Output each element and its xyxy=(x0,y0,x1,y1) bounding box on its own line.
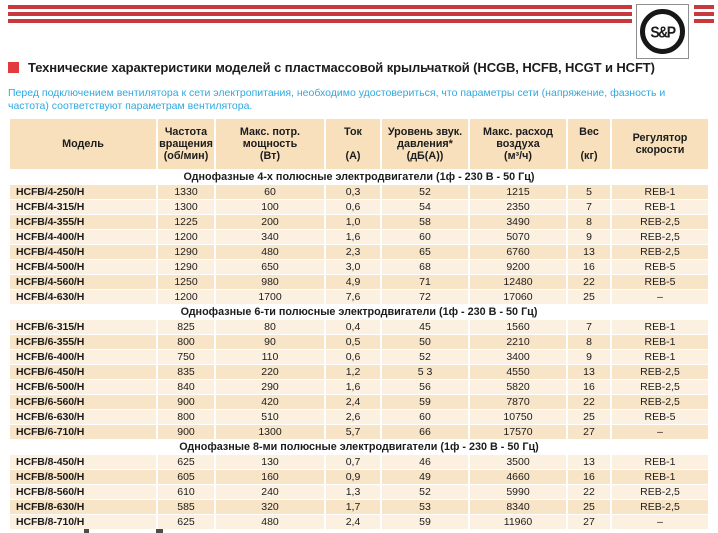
value-cell: 16 xyxy=(568,470,610,484)
value-cell: 59 xyxy=(382,515,468,529)
value-cell: 53 xyxy=(382,500,468,514)
value-cell: 1,7 xyxy=(326,500,380,514)
section-title: Однофазные 6-ти полюсные электродвигатели (1ф - 230 В - 50 Гц) xyxy=(10,305,708,319)
table-row xyxy=(10,380,708,394)
table-row xyxy=(10,230,708,244)
value-cell: 52 xyxy=(382,350,468,364)
value-cell: 58 xyxy=(382,215,468,229)
red-stripe xyxy=(8,12,632,16)
spec-table xyxy=(8,118,710,530)
value-cell: 5990 xyxy=(470,485,566,499)
model-cell: HCFB/6-355/H xyxy=(10,335,156,349)
value-cell: 1,6 xyxy=(326,380,380,394)
sp-logo-circle xyxy=(640,9,685,54)
column-header: Уровень звук. давления* (дБ(А)) xyxy=(382,119,468,169)
value-cell: 800 xyxy=(158,335,214,349)
value-cell: 100 xyxy=(216,200,324,214)
value-cell: 5 3 xyxy=(382,365,468,379)
model-cell: HCFB/6-710/H xyxy=(10,425,156,439)
value-cell: REB-5 xyxy=(612,275,708,289)
value-cell: 3400 xyxy=(470,350,566,364)
value-cell: 7,6 xyxy=(326,290,380,304)
model-cell: HCFB/8-630/H xyxy=(10,500,156,514)
value-cell: 1,2 xyxy=(326,365,380,379)
value-cell: REB-2,5 xyxy=(612,395,708,409)
value-cell: REB-1 xyxy=(612,455,708,469)
value-cell: 2,6 xyxy=(326,410,380,424)
model-cell: HCFB/4-560/H xyxy=(10,275,156,289)
value-cell: 2,4 xyxy=(326,515,380,529)
value-cell: 200 xyxy=(216,215,324,229)
value-cell: 22 xyxy=(568,275,610,289)
value-cell: 825 xyxy=(158,320,214,334)
table-row xyxy=(10,245,708,259)
model-cell: HCFB/8-500/H xyxy=(10,470,156,484)
value-cell: 13 xyxy=(568,365,610,379)
value-cell: 8 xyxy=(568,215,610,229)
column-header: Вес (кг) xyxy=(568,119,610,169)
value-cell: 320 xyxy=(216,500,324,514)
value-cell: 605 xyxy=(158,470,214,484)
section-heading xyxy=(8,60,714,75)
value-cell: 220 xyxy=(216,365,324,379)
value-cell: 16 xyxy=(568,380,610,394)
value-cell: 480 xyxy=(216,245,324,259)
value-cell: 1250 xyxy=(158,275,214,289)
value-cell: 12480 xyxy=(470,275,566,289)
value-cell: 5070 xyxy=(470,230,566,244)
value-cell: 10750 xyxy=(470,410,566,424)
value-cell: 5,7 xyxy=(326,425,380,439)
model-cell: HCFB/8-560/H xyxy=(10,485,156,499)
value-cell: REB-1 xyxy=(612,185,708,199)
model-cell: HCFB/4-355/H xyxy=(10,215,156,229)
value-cell: 585 xyxy=(158,500,214,514)
value-cell: 0,7 xyxy=(326,455,380,469)
table-row xyxy=(10,320,708,334)
value-cell: 52 xyxy=(382,185,468,199)
value-cell: 1290 xyxy=(158,245,214,259)
value-cell: 130 xyxy=(216,455,324,469)
value-cell: 1700 xyxy=(216,290,324,304)
brand-stripes-right xyxy=(694,5,714,26)
value-cell: 25 xyxy=(568,410,610,424)
value-cell: REB-2,5 xyxy=(612,485,708,499)
value-cell: 980 xyxy=(216,275,324,289)
table-row xyxy=(10,365,708,379)
value-cell: 650 xyxy=(216,260,324,274)
value-cell: – xyxy=(612,290,708,304)
value-cell: 900 xyxy=(158,425,214,439)
value-cell: 0,4 xyxy=(326,320,380,334)
value-cell: 750 xyxy=(158,350,214,364)
value-cell: 1290 xyxy=(158,260,214,274)
value-cell: 25 xyxy=(568,290,610,304)
section-title: Однофазные 4-х полюсные электродвигатели (1ф - 230 В - 50 Гц) xyxy=(10,170,708,184)
value-cell: 0,5 xyxy=(326,335,380,349)
table-row xyxy=(10,275,708,289)
value-cell: 72 xyxy=(382,290,468,304)
value-cell: REB-2,5 xyxy=(612,230,708,244)
model-cell: HCFB/6-400/H xyxy=(10,350,156,364)
value-cell: 46 xyxy=(382,455,468,469)
table-row xyxy=(10,515,708,529)
value-cell: 840 xyxy=(158,380,214,394)
page-title: Технические характеристики моделей с пластмассовой крыльчаткой (HCGB, HCFB, HCGT и HCFT) xyxy=(28,60,655,75)
value-cell: 7 xyxy=(568,200,610,214)
table-row xyxy=(10,410,708,424)
table-row xyxy=(10,215,708,229)
value-cell: 8 xyxy=(568,335,610,349)
value-cell: 11960 xyxy=(470,515,566,529)
value-cell: 900 xyxy=(158,395,214,409)
value-cell: 13 xyxy=(568,245,610,259)
value-cell: – xyxy=(612,425,708,439)
value-cell: – xyxy=(612,515,708,529)
value-cell: 110 xyxy=(216,350,324,364)
table-row xyxy=(10,290,708,304)
spec-table-head xyxy=(10,119,708,169)
value-cell: 90 xyxy=(216,335,324,349)
spec-table-body xyxy=(10,170,708,529)
model-cell: HCFB/8-450/H xyxy=(10,455,156,469)
value-cell: REB-1 xyxy=(612,335,708,349)
value-cell: 510 xyxy=(216,410,324,424)
value-cell: REB-1 xyxy=(612,470,708,484)
value-cell: 290 xyxy=(216,380,324,394)
value-cell: 17060 xyxy=(470,290,566,304)
model-cell: HCFB/6-560/H xyxy=(10,395,156,409)
value-cell: 0,6 xyxy=(326,350,380,364)
value-cell: 480 xyxy=(216,515,324,529)
table-row xyxy=(10,200,708,214)
cut-off-footnote-fragment xyxy=(156,529,163,533)
value-cell: 8340 xyxy=(470,500,566,514)
table-row xyxy=(10,395,708,409)
table-row xyxy=(10,185,708,199)
table-row xyxy=(10,335,708,349)
value-cell: 27 xyxy=(568,515,610,529)
value-cell: 52 xyxy=(382,485,468,499)
model-cell: HCFB/4-630/H xyxy=(10,290,156,304)
value-cell: 0,3 xyxy=(326,185,380,199)
value-cell: 2,3 xyxy=(326,245,380,259)
model-cell: HCFB/6-315/H xyxy=(10,320,156,334)
column-header: Ток (А) xyxy=(326,119,380,169)
value-cell: 2210 xyxy=(470,335,566,349)
table-row xyxy=(10,485,708,499)
value-cell: 1,6 xyxy=(326,230,380,244)
value-cell: 3490 xyxy=(470,215,566,229)
value-cell: 65 xyxy=(382,245,468,259)
value-cell: 2350 xyxy=(470,200,566,214)
value-cell: 4660 xyxy=(470,470,566,484)
column-header: Модель xyxy=(10,119,156,169)
cut-off-footnote-fragment xyxy=(84,529,89,533)
value-cell: 1,0 xyxy=(326,215,380,229)
red-stripe xyxy=(8,19,632,23)
sp-logo xyxy=(636,4,689,59)
value-cell: REB-5 xyxy=(612,410,708,424)
value-cell: 6760 xyxy=(470,245,566,259)
table-row xyxy=(10,455,708,469)
value-cell: REB-1 xyxy=(612,200,708,214)
value-cell: 68 xyxy=(382,260,468,274)
value-cell: 17570 xyxy=(470,425,566,439)
section-title: Однофазные 8-ми полюсные электродвигатели (1ф - 230 В - 50 Гц) xyxy=(10,440,708,454)
value-cell: 835 xyxy=(158,365,214,379)
table-row xyxy=(10,350,708,364)
model-cell: HCFB/6-500/H xyxy=(10,380,156,394)
value-cell: 610 xyxy=(158,485,214,499)
red-stripe xyxy=(694,19,714,23)
value-cell: 1215 xyxy=(470,185,566,199)
sp-logo-text: S&P xyxy=(650,22,675,41)
value-cell: 60 xyxy=(382,410,468,424)
value-cell: 1300 xyxy=(216,425,324,439)
value-cell: REB-5 xyxy=(612,260,708,274)
value-cell: 45 xyxy=(382,320,468,334)
section-header-row xyxy=(10,440,708,454)
value-cell: 49 xyxy=(382,470,468,484)
value-cell: 7 xyxy=(568,320,610,334)
value-cell: REB-2,5 xyxy=(612,365,708,379)
column-header: Макс. расход воздуха (м³/ч) xyxy=(470,119,566,169)
value-cell: 9 xyxy=(568,350,610,364)
model-cell: HCFB/6-450/H xyxy=(10,365,156,379)
value-cell: REB-1 xyxy=(612,350,708,364)
value-cell: 60 xyxy=(382,230,468,244)
value-cell: 9 xyxy=(568,230,610,244)
section-header-row xyxy=(10,170,708,184)
value-cell: 1560 xyxy=(470,320,566,334)
red-stripe xyxy=(8,5,632,9)
model-cell: HCFB/4-400/H xyxy=(10,230,156,244)
value-cell: 1200 xyxy=(158,230,214,244)
value-cell: REB-2,5 xyxy=(612,380,708,394)
value-cell: 240 xyxy=(216,485,324,499)
model-cell: HCFB/4-500/H xyxy=(10,260,156,274)
value-cell: 22 xyxy=(568,395,610,409)
table-row xyxy=(10,425,708,439)
intro-note: Перед подключением вентилятора к сети электропитания, необходимо удостовериться, что параметры сети (напряжение, фазность и частота) соответствуют параметрам вентилятора. xyxy=(8,87,666,112)
table-row xyxy=(10,500,708,514)
value-cell: 625 xyxy=(158,515,214,529)
value-cell: 9200 xyxy=(470,260,566,274)
value-cell: 4,9 xyxy=(326,275,380,289)
value-cell: 2,4 xyxy=(326,395,380,409)
value-cell: 22 xyxy=(568,485,610,499)
value-cell: 1200 xyxy=(158,290,214,304)
value-cell: 5820 xyxy=(470,380,566,394)
value-cell: 54 xyxy=(382,200,468,214)
column-header: Регулятор скорости xyxy=(612,119,708,169)
red-stripe xyxy=(694,5,714,9)
model-cell: HCFB/8-710/H xyxy=(10,515,156,529)
value-cell: 160 xyxy=(216,470,324,484)
value-cell: 60 xyxy=(216,185,324,199)
value-cell: 625 xyxy=(158,455,214,469)
value-cell: REB-2,5 xyxy=(612,500,708,514)
value-cell: 0,6 xyxy=(326,200,380,214)
value-cell: 66 xyxy=(382,425,468,439)
value-cell: 25 xyxy=(568,500,610,514)
table-row xyxy=(10,260,708,274)
model-cell: HCFB/4-250/H xyxy=(10,185,156,199)
value-cell: REB-2,5 xyxy=(612,215,708,229)
model-cell: HCFB/4-315/H xyxy=(10,200,156,214)
value-cell: 1,3 xyxy=(326,485,380,499)
column-header: Макс. потр. мощность (Вт) xyxy=(216,119,324,169)
value-cell: 0,9 xyxy=(326,470,380,484)
value-cell: 27 xyxy=(568,425,610,439)
value-cell: REB-1 xyxy=(612,320,708,334)
red-square-bullet-icon xyxy=(8,62,19,73)
model-cell: HCFB/6-630/H xyxy=(10,410,156,424)
model-cell: HCFB/4-450/H xyxy=(10,245,156,259)
value-cell: 50 xyxy=(382,335,468,349)
value-cell: 800 xyxy=(158,410,214,424)
red-stripe xyxy=(694,12,714,16)
table-row xyxy=(10,470,708,484)
value-cell: REB-2,5 xyxy=(612,245,708,259)
value-cell: 4550 xyxy=(470,365,566,379)
value-cell: 80 xyxy=(216,320,324,334)
section-header-row xyxy=(10,305,708,319)
value-cell: 56 xyxy=(382,380,468,394)
value-cell: 71 xyxy=(382,275,468,289)
value-cell: 7870 xyxy=(470,395,566,409)
value-cell: 3500 xyxy=(470,455,566,469)
value-cell: 59 xyxy=(382,395,468,409)
value-cell: 16 xyxy=(568,260,610,274)
value-cell: 1225 xyxy=(158,215,214,229)
value-cell: 13 xyxy=(568,455,610,469)
brand-stripes-left xyxy=(8,5,632,26)
column-header-row xyxy=(10,119,708,169)
value-cell: 3,0 xyxy=(326,260,380,274)
value-cell: 1330 xyxy=(158,185,214,199)
column-header: Частота вращения (об/мин) xyxy=(158,119,214,169)
value-cell: 5 xyxy=(568,185,610,199)
value-cell: 340 xyxy=(216,230,324,244)
value-cell: 1300 xyxy=(158,200,214,214)
value-cell: 420 xyxy=(216,395,324,409)
